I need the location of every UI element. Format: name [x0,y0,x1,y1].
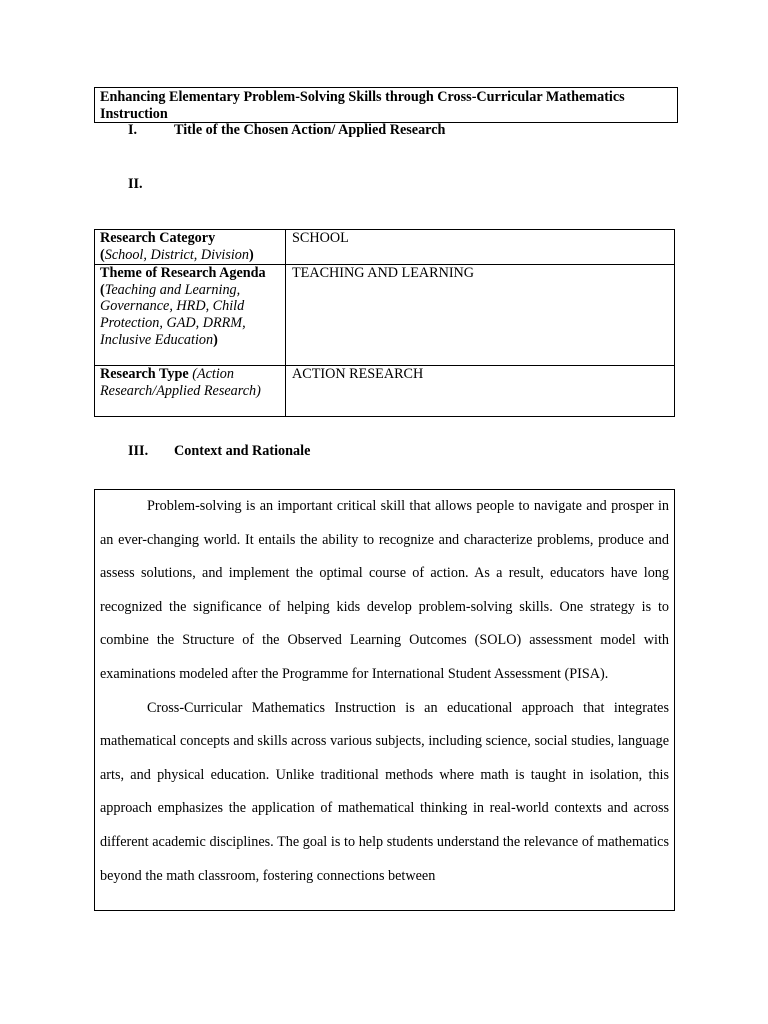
section-1-number: I. [128,122,138,138]
theme-hint: Teaching and Learning, Governance, HRD, Child Protection, GAD, DRRM, Inclusive Education [100,281,246,348]
research-title-box: Enhancing Elementary Problem-Solving Skills through Cross-Curricular Mathematics Instruction [94,87,678,123]
table-row-type [95,366,675,417]
research-info-table [94,229,675,417]
type-label: Research Type [100,366,189,382]
theme-close-paren: ) [213,331,218,348]
context-paragraph-1: Problem-solving is an important critical skill that allows people to navigate and prosper in an ever-changing world. It entails the ability to recognize and characterize problems, produce and assess solutions, and implement the optimal course of action. As a result, educators have long recognized the significance of helping kids develop problem-solving skills. One strategy is to combine the Structure of the Observed Learning Outcomes (SOLO) assessment model with examinations modeled after the Programme for International Student Assessment (PISA). [100,498,669,682]
table-row-theme [95,265,675,366]
category-label: Research Category [100,230,216,246]
type-hint: (Action Research/Applied Research) [100,366,261,399]
section-2-number: II. [128,176,143,192]
section-1-heading [128,122,528,139]
section-3-title: Context and Rationale [174,443,311,459]
type-value: ACTION RESEARCH [286,366,675,417]
category-hint: School, District, Division [104,246,249,263]
category-value: SCHOOL [286,230,675,265]
context-paragraph-2: Cross-Curricular Mathematics Instruction is an educational approach that integrates mathematical concepts and skills across various subjects, including science, social studies, language arts, and physical education. Unlike traditional methods where math is taught in isolation, this approach emphasizes the application of mathematical thinking in real-world contexts and across different academic disciplines. The goal is to help students understand the relevance of mathematics beyond the math classroom, fostering connections between [100,699,669,884]
category-label-cell [95,230,286,265]
section-1-title: Title of the Chosen Action/ Applied Research [174,122,446,138]
context-rationale-box [94,489,675,911]
section-3-heading [128,443,428,460]
section-2-heading [128,176,168,193]
table-row-category [95,230,675,265]
section-3-number: III. [128,443,149,459]
category-close-paren: ) [248,246,254,263]
theme-label: Theme of Research Agenda ( [100,265,266,298]
type-label-cell [95,366,286,417]
category-open-paren: ( [100,246,105,263]
theme-value: TEACHING AND LEARNING [286,265,675,366]
theme-label-cell [95,265,286,366]
